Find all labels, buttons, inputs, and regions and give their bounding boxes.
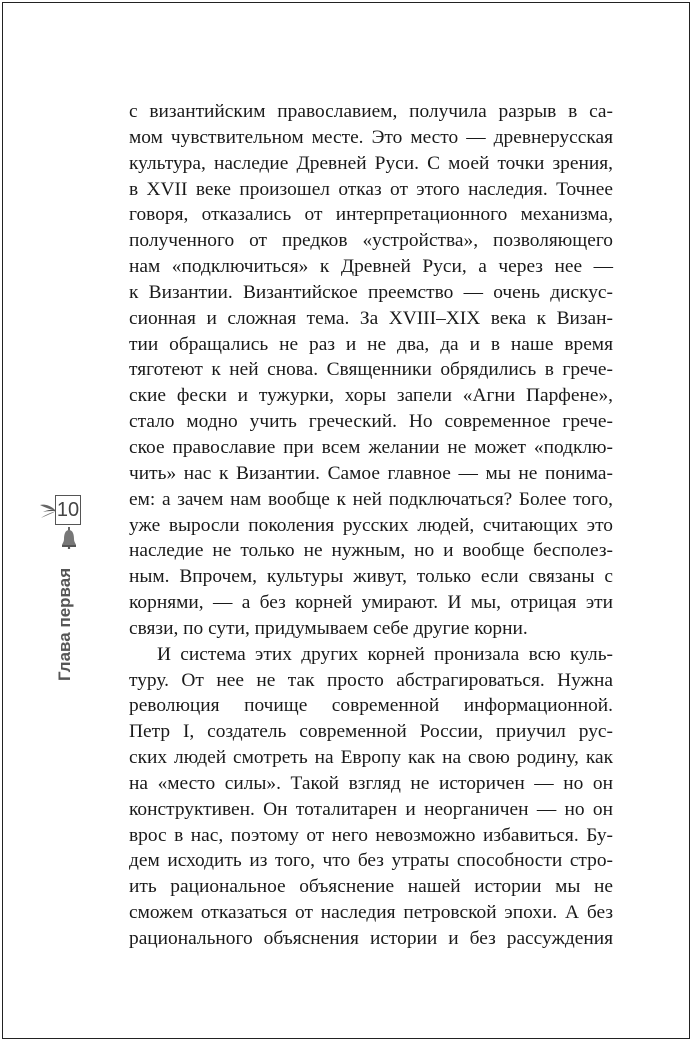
text-line: на «место силы». Такой взгляд не историчен — но он	[129, 772, 613, 794]
text-line: сионная и сложная тема. За XVIII–XIX века к Визан-	[129, 307, 613, 329]
text-line: конструктивен. Он тоталитарен и неорганичен — но он	[129, 798, 613, 820]
text-line: с византийским православием, получила разрыв в са-	[129, 101, 613, 122]
body-text	[129, 99, 613, 952]
text-line: культура, наследие Древней Руси. С моей точки зрения,	[129, 152, 613, 174]
text-line: сможем отказаться от наследия петровской эпохи. А без	[129, 902, 613, 924]
text-line: ское православие при всем желании не может «подклю-	[129, 436, 613, 458]
text-line: врос в нас, поэтому от него невозможно избавиться. Бу-	[129, 824, 613, 846]
text-line: рационального объяснения истории и без рассуждения	[129, 928, 613, 949]
bell-icon	[60, 527, 78, 549]
page	[2, 2, 690, 1039]
text-line: нам «подключиться» к Древней Руси, а через нее —	[129, 256, 613, 278]
text-line: к Византии. Византийское преемство — очень дискус-	[129, 281, 613, 303]
text-line: говоря, отказались от интерпретационного механизма,	[129, 204, 613, 226]
text-line: Петр I, создатель современной России, приучил рус-	[129, 721, 613, 743]
text-line: наследие не только не нужным, но и вообще бесполез-	[129, 540, 613, 562]
text-line: революция почище современной информационной.	[129, 695, 613, 717]
text-line: ем: а зачем нам вообще к ней подключаться? Более того,	[129, 488, 613, 510]
chapter-label: Глава первая	[55, 567, 74, 681]
text-line: И система этих других корней пронизала всю куль-	[157, 643, 613, 665]
text-line: стало модно учить греческий. Но современное грече-	[129, 411, 613, 433]
text-line: ным. Впрочем, культуры живут, только если связаны с	[129, 566, 613, 588]
text-line: чить» нас к Византии. Самое главное — мы не понима-	[129, 462, 613, 484]
page-number: 10	[55, 495, 81, 525]
text-line: ские фески и тужурки, хоры запели «Агни Парфене»,	[129, 385, 613, 407]
text-line: тяготеют к ней снова. Священники обрядились в грече-	[129, 359, 613, 381]
text-line: туру. От нее не так просто абстрагироваться. Нужна	[129, 669, 613, 691]
text-line: ить рациональное объяснение нашей истории мы не	[129, 876, 613, 898]
text-line: мом чувствительном месте. Это место — древнерусская	[129, 126, 613, 148]
text-line: в XVII веке произошел отказ от этого наследия. Точнее	[129, 178, 613, 200]
text-line: ских людей смотреть на Европу как на свою родину, как	[129, 747, 613, 769]
text-line: тии обращались не раз и не два, да и в наше время	[129, 333, 613, 355]
text-line: уже выросли поколения русских людей, считающих это	[129, 514, 613, 536]
text-line: полученного от предков «устройства», позволяющего	[129, 230, 613, 252]
text-line: дем исходить из того, что без утраты способности стро-	[129, 850, 613, 872]
text-line: связи, по сути, придумываем себе другие корни.	[129, 617, 528, 639]
side-marker	[39, 495, 99, 695]
text-line: корнями, — а без корней умирают. И мы, отрицая эти	[129, 592, 613, 614]
